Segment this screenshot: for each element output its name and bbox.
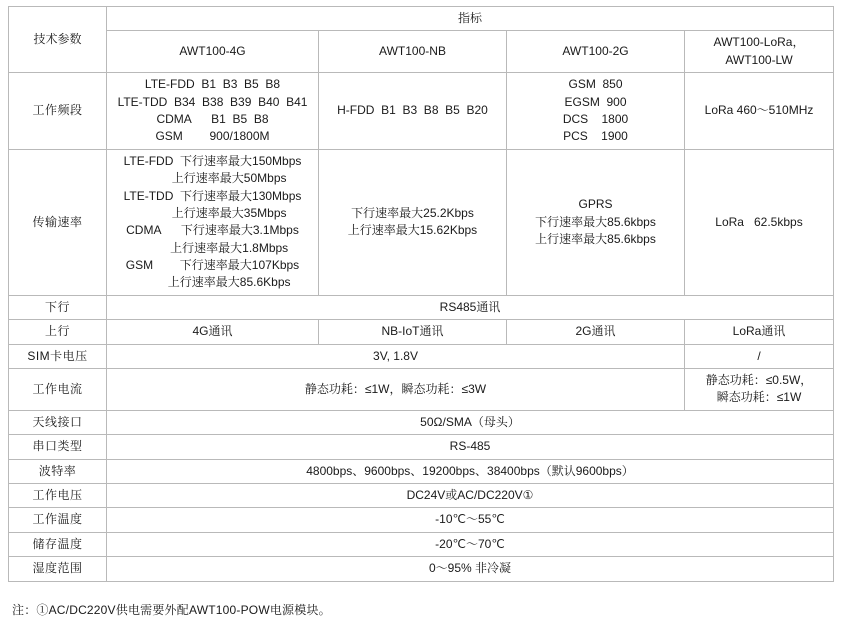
cell-humidity-value: 0～95% 非冷凝	[107, 557, 834, 581]
table-row-humidity	[9, 557, 834, 581]
table-row-working-temperature	[9, 508, 834, 532]
cell-rate-lora	[685, 149, 834, 295]
row-label-baud-rate: 波特率	[9, 459, 107, 483]
row-label-antenna: 天线接口	[9, 410, 107, 434]
row-label-storage-temperature: 储存温度	[9, 532, 107, 556]
multiline-text: LTE-FDD 下行速率最大150Mbps 上行速率最大50Mbps LTE-TDD 下行速率最大130Mbps 上行速率最大35Mbps CDMA 下行速率最大3.1Mbps 上行速率最大1.8Mbps GSM 下行速率最大107Kbps 上行速率最大85.6Kbps	[123, 153, 302, 290]
table-row-working-current	[9, 369, 834, 411]
header-col-lora: AWT100-LoRa，AWT100-LW	[685, 31, 834, 73]
cell-baud-rate-value: 4800bps、9600bps、19200bps、38400bps（默认9600bps）	[107, 459, 834, 483]
cell-uplink-2g: 2G通讯	[507, 320, 685, 344]
table-row-frequency	[9, 73, 834, 150]
cell-rate-4g	[107, 149, 319, 295]
cell-working-temperature-value: -10℃～55℃	[107, 508, 834, 532]
header-col-4g: AWT100-4G	[107, 31, 319, 73]
row-label-uplink: 上行	[9, 320, 107, 344]
table-row-transfer-rate	[9, 149, 834, 295]
cell-storage-temperature-value: -20℃～70℃	[107, 532, 834, 556]
table-row-sim-voltage	[9, 344, 834, 368]
cell-serial-type-value: RS-485	[107, 435, 834, 459]
cell-uplink-lora: LoRa通讯	[685, 320, 834, 344]
cell-frequency-nb	[319, 73, 507, 150]
multiline-text: H-FDD B1 B3 B8 B5 B20	[337, 103, 488, 118]
table-row-downlink	[9, 295, 834, 319]
cell-rate-nb	[319, 149, 507, 295]
row-label-working-voltage: 工作电压	[9, 483, 107, 507]
table-row-antenna	[9, 410, 834, 434]
multiline-text: LoRa 460～510MHz	[704, 103, 814, 118]
row-label-downlink: 下行	[9, 295, 107, 319]
cell-uplink-4g: 4G通讯	[107, 320, 319, 344]
multiline-text: 静态功耗：≤0.5W， 瞬态功耗：≤1W	[705, 373, 813, 405]
cell-working-current-value: 静态功耗：≤1W，瞬态功耗：≤3W	[107, 369, 685, 411]
multiline-text: 下行速率最大25.2Kbps 上行速率最大15.62Kbps	[347, 205, 478, 238]
multiline-text: GSM 850 EGSM 900 DCS 1800 PCS 1900	[562, 77, 629, 144]
table-header-row-2	[9, 31, 834, 73]
header-col-2g: AWT100-2G	[507, 31, 685, 73]
header-col-nb: AWT100-NB	[319, 31, 507, 73]
row-label-working-temperature: 工作温度	[9, 508, 107, 532]
row-label-humidity: 湿度范围	[9, 557, 107, 581]
table-row-uplink	[9, 320, 834, 344]
row-label-frequency: 工作频段	[9, 73, 107, 150]
cell-frequency-2g	[507, 73, 685, 150]
specification-table	[8, 6, 834, 582]
cell-sim-voltage-lora: /	[685, 344, 834, 368]
cell-sim-voltage-value: 3V, 1.8V	[107, 344, 685, 368]
row-label-serial-type: 串口类型	[9, 435, 107, 459]
multiline-text: LoRa 62.5kbps	[715, 214, 803, 229]
row-label-working-current: 工作电流	[9, 369, 107, 411]
cell-rate-2g	[507, 149, 685, 295]
row-label-sim-voltage: SIM卡电压	[9, 344, 107, 368]
cell-working-current-lora	[685, 369, 834, 411]
footnote: 注：①AC/DC220V供电需要外配AWT100-POW电源模块。	[12, 603, 331, 617]
table-row-baud-rate	[9, 459, 834, 483]
multiline-text: LTE-FDD B1 B3 B5 B8 LTE-TDD B34 B38 B39 B40 B41 CDMA B1 B5 B8 GSM 900/1800M	[117, 77, 308, 144]
table-header-row-1	[9, 7, 834, 31]
table-row-serial-type	[9, 435, 834, 459]
multiline-text: GPRS 下行速率最大85.6kbps 上行速率最大85.6kbps	[535, 197, 656, 246]
table-row-storage-temperature	[9, 532, 834, 556]
table-row-working-voltage	[9, 483, 834, 507]
cell-frequency-lora	[685, 73, 834, 150]
cell-working-voltage-value: DC24V或AC/DC220V①	[107, 483, 834, 507]
cell-uplink-nb: NB-IoT通讯	[319, 320, 507, 344]
cell-frequency-4g	[107, 73, 319, 150]
header-spec-label: 指标	[107, 7, 834, 31]
cell-downlink-value: RS485通讯	[107, 295, 834, 319]
header-param-label: 技术参数	[9, 7, 107, 73]
cell-antenna-value: 50Ω/SMA（母头）	[107, 410, 834, 434]
row-label-transfer-rate: 传输速率	[9, 149, 107, 295]
